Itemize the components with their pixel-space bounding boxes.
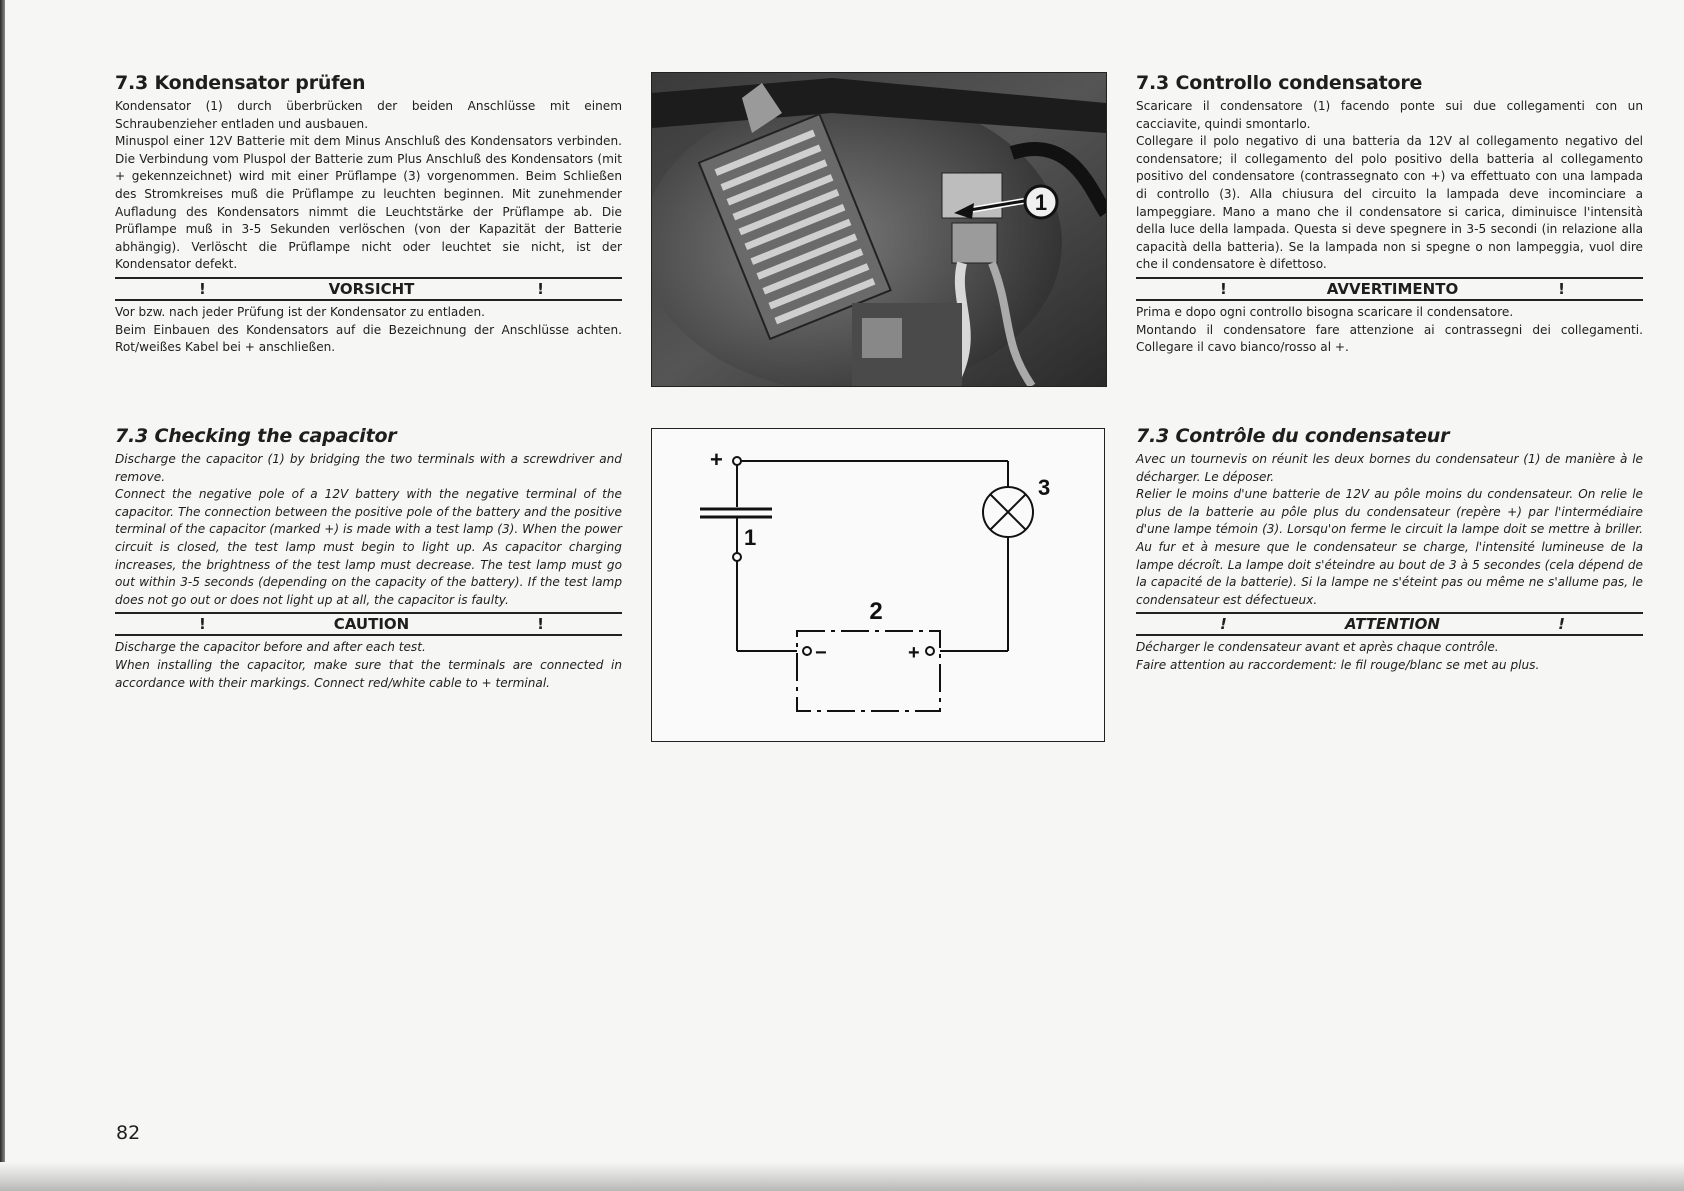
terminal-node: [803, 647, 811, 655]
english-paragraph: Discharge the capacitor (1) by bridging the two terminals with a screwdriver and remove.: [115, 452, 622, 484]
english-warning-text: Discharge the capacitor before and after each test.: [115, 640, 426, 655]
circuit-diagram: [651, 428, 1105, 742]
german-paragraph: Kondensator (1) durch überbrücken der beiden Anschlüsse mit einem Schraubenzieher entladen und ausbauen.: [115, 99, 622, 131]
english-heading: 7.3 Checking the capacitor: [115, 425, 397, 447]
italian-paragraph: Scaricare il condensatore (1) facendo ponte sui due collegamenti con un cacciavite, quindi smontarlo.: [1136, 99, 1643, 131]
italian-warning-title: AVVERTIMENTO: [1326, 279, 1459, 298]
french-paragraph: Relier le moins d'une batterie de 12V au pôle moins du condensateur. On relie le plus de la batterie au pôle plus du condensateur (repère +) par l'intermédiaire d'une lampe témoin (3). Lorsqu'on ferme le circuit la lampe doit se mettre à briller. Au fur et à mesure que le condensateur se charge, l'intensité lumineuse de la lampe décroît. La lampe doit s'éteindre au bout de 3 à 5 secondes (cela dépend de la capacité de la batterie). Si la lampe ne s'éteint pas ou même ne s'allume pas, le condensateur est défectueux.: [1136, 487, 1643, 607]
german-warning-title: VORSICHT: [328, 279, 415, 298]
italian-section: [1136, 72, 1643, 357]
capacitor-photo-illustration: [652, 73, 1106, 386]
warning-mark: !: [537, 279, 544, 298]
switch-label: 2: [869, 598, 883, 625]
german-section: [115, 72, 622, 357]
warning-mark: !: [199, 615, 206, 634]
english-section: [115, 425, 622, 692]
photo-callout-label: 1: [1034, 190, 1048, 215]
warning-mark: !: [199, 279, 206, 298]
english-warning-text: When installing the capacitor, make sure that the terminals are connected in accordance with their markings. Connect red/white cable to + terminal.: [115, 657, 622, 690]
warning-mark: !: [1558, 279, 1565, 298]
french-paragraph: Avec un tournevis on réunit les deux bornes du condensateur (1) de manière à le décharger. Le déposer.: [1136, 452, 1643, 484]
terminal-node: [733, 457, 741, 465]
battery-label: 1: [744, 525, 757, 550]
french-warning-text: Décharger le condensateur avant et après chaque contrôle.: [1136, 640, 1499, 655]
german-warning-bar: [115, 277, 622, 301]
german-paragraph: Minuspol einer 12V Batterie mit dem Minus Anschluß des Kondensators verbinden. Die Verbindung vom Pluspol der Batterie zum Plus Anschluß des Kondensators (mit + gekennzeichnet) wird mit einer Prüflampe (3) vorgenommen. Beim Schließen des Stromkreises muß die Prüflampe zu leuchten beginnen. Mit zunehmender Aufladung des Kondensators nimmt die Leuchtstärke der Prüflampe ab. Die Prüflampe muß in 3-5 Sekunden verlöschen (von der Kapazität der Batterie abhängig). Verlöscht die Prüflampe nicht oder leuchtet sie nicht, ist der Kondensator defekt.: [115, 134, 622, 272]
english-paragraph: Connect the negative pole of a 12V battery with the negative terminal of the capacitor. The connection between the positive pole of the battery and the positive terminal of the capacitor (marked +) is made with a test lamp (3). When the power circuit is closed, the test lamp must begin to light up. As capacitor charging increases, the brightness of the test lamp must decrease. The test lamp must go out within 3-5 seconds (depending on the capacity of the battery). If the test lamp does not go out or does not light up at all, the capacitor is faulty.: [115, 487, 622, 607]
english-warning-title: CAUTION: [333, 615, 410, 634]
switch-minus-sign: −: [815, 642, 827, 664]
french-section: [1136, 425, 1643, 675]
italian-heading: 7.3 Controllo condensatore: [1136, 72, 1423, 94]
italian-warning-text: Montando il condensatore fare attenzione ai contrassegni dei collegamenti. Collegare il cavo bianco/rosso al +.: [1136, 322, 1643, 355]
italian-warning-text: Prima e dopo ogni controllo bisogna scaricare il condensatore.: [1136, 304, 1514, 319]
switch-plus-sign: +: [908, 642, 920, 664]
warning-mark: !: [537, 615, 544, 634]
french-warning-bar: [1136, 612, 1643, 636]
italian-warning-bar: [1136, 277, 1643, 301]
page-bottom-edge: [0, 1162, 1684, 1191]
capacitor-photo: [651, 72, 1107, 387]
german-heading: 7.3 Kondensator prüfen: [115, 72, 366, 94]
italian-paragraph: Collegare il polo negativo di una batteria da 12V al collegamento negativo del condensatore; il collegamento del polo positivo della batteria al collegamento positivo del condensatore (contrassegnato con +) va effettuato con una lampada di controllo (3). Alla chiusura del circuito la lampada deve incominciare a lampeggiare. Mano a mano che il condensatore si carica, diminuisce l'intensità della luce della lampada. Questa si deve spegnere in 3-5 secondi (in relazione alla capacità della batteria). Se la lampada non si spegne o non lampeggia, vuol dire che il condensatore è difettoso.: [1136, 134, 1643, 272]
french-heading: 7.3 Contrôle du condensateur: [1136, 425, 1450, 447]
page-binding-shadow: [0, 0, 5, 1191]
warning-mark: !: [1220, 615, 1227, 634]
battery-plus-sign: +: [710, 447, 723, 472]
german-warning-text: Vor bzw. nach jeder Prüfung ist der Kondensator zu entladen.: [115, 304, 485, 319]
warning-mark: !: [1220, 279, 1227, 298]
warning-mark: !: [1558, 615, 1565, 634]
terminal-node: [926, 647, 934, 655]
german-warning-text: Beim Einbauen des Kondensators auf die Bezeichnung der Anschlüsse achten. Rot/weißes Kabel bei + anschließen.: [115, 322, 622, 355]
lamp-label: 3: [1038, 475, 1051, 500]
french-warning-text: Faire attention au raccordement: le fil rouge/blanc se met au plus.: [1136, 657, 1540, 672]
french-warning-title: ATTENTION: [1345, 615, 1440, 634]
terminal-node: [733, 553, 741, 561]
circuit-diagram-svg: [652, 429, 1104, 741]
english-warning-bar: [115, 612, 622, 636]
page-number: 82: [116, 1122, 141, 1144]
